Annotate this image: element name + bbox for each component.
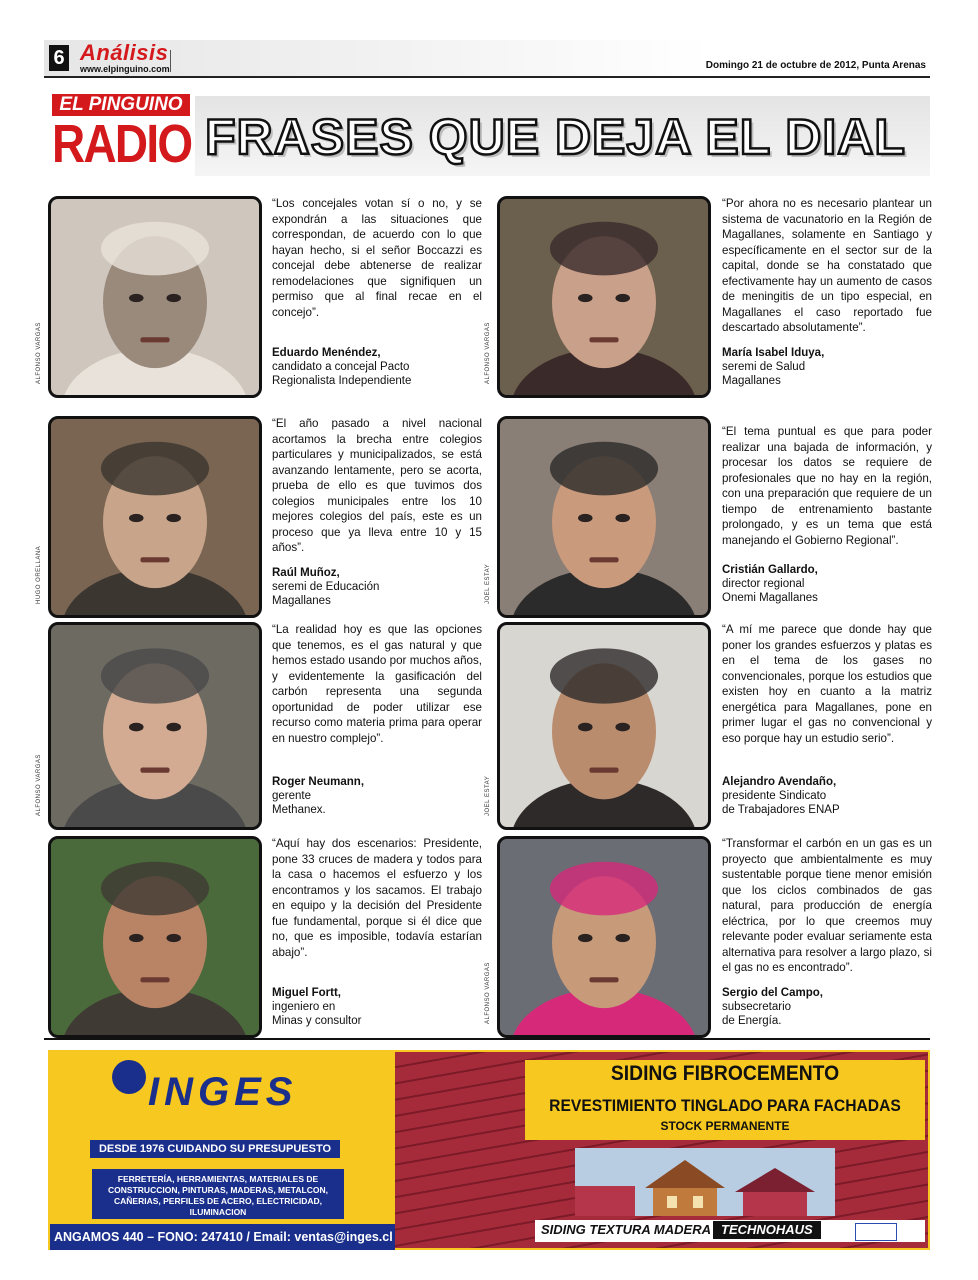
house-photo	[575, 1148, 835, 1216]
inges-panel	[50, 1052, 395, 1222]
quote-text: “A mí me parece que donde hay que poner los grandes esfuerzos y platas es en el tema de los gases no convencionales, porque los estudios que existen hoy en cuanto a la matriz energética para Magallanes, pone en primer lugar el gas no convencional y eso porque hay un estudio serio”.	[722, 623, 932, 745]
inges-contact[interactable]: ANGAMOS 440 – FONO: 247410 / Email: ventas@inges.cl	[50, 1224, 395, 1250]
speaker-role: ingeniero en Minas y consultor	[272, 1001, 362, 1027]
inges-logo-icon	[112, 1060, 146, 1094]
portrait-photo	[497, 196, 711, 398]
advertisement[interactable]	[48, 1050, 930, 1250]
quote-text: “El año pasado a nivel nacional acortamos la brecha entre colegios particulares y municipalizados, se está avanzando lentamente, pero se acorta, prueba de ello es que tuvimos dos colegios municipales entre los 10 mejores colegios del país, este es un proceso que ya lleva entre 10 y 15 años”.	[272, 417, 482, 554]
section-title: Análisis	[80, 40, 169, 65]
speaker-name: Raúl Muñoz,	[272, 567, 340, 579]
speaker-role: director regional Onemi Magallanes	[722, 578, 818, 604]
photo-credit: JOEL ESTAY	[485, 563, 491, 604]
photo-credit: JOEL ESTAY	[485, 775, 491, 816]
siding-stock: STOCK PERMANENTE	[660, 1119, 790, 1133]
photo-credit: HUGO ORELLANA	[36, 545, 42, 604]
portrait-photo	[48, 196, 262, 398]
speaker-name: Roger Neumann,	[272, 776, 365, 788]
speaker-role: gerente Methanex.	[272, 790, 326, 816]
radio-logo-bottom: RADIO	[52, 114, 192, 174]
speaker-name: Sergio del Campo,	[722, 987, 823, 999]
header-bar	[44, 40, 930, 78]
portrait-photo	[48, 622, 262, 830]
speaker-name: Cristián Gallardo,	[722, 564, 818, 576]
siding-footer-left: SIDING TEXTURA MADERA	[541, 1222, 711, 1237]
dateline: Domingo 21 de octubre de 2012, Punta Arenas	[705, 60, 926, 71]
inges-products: FERRETERÍA, HERRAMIENTAS, MATERIALES DE CONSTRUCCION, PINTURAS, MADERAS, METALCON, CAÑERIAS, PERFILES DE ACERO, ELECTRICIDAD, ILUMINACION	[92, 1169, 344, 1219]
ad-divider	[44, 1038, 930, 1040]
siding-subtitle: REVESTIMIENTO TINGLADO PARA FACHADAS	[549, 1096, 901, 1115]
radio-logo-top: EL PINGUINO	[52, 94, 190, 116]
technohaus-logo-icon	[855, 1223, 897, 1241]
website-url[interactable]: www.elpinguino.com	[80, 64, 170, 74]
speaker-role: subsecretario de Energía.	[722, 1001, 792, 1027]
quote-text: “Transformar el carbón en un gas es un proyecto que ambientalmente es muy sustentable porque tiene menor emisión que los ciclos combinados de gas natural, para producción de energía eléctrica, por lo que creemos muy relevante poder evaluar seriamente esta alternativa para resolver a largo plazo, si el gas no es encontrado”.	[722, 837, 932, 974]
quote-text: “Por ahora no es necesario plantear un sistema de vacunatorio en la Región de Magallanes, solamente en Santiago y específicamente en el sector sur de la capital, donde se ha constatado que efectivamente hay un aumento de casos de meningitis de un tipo especial, en Magallanes el caso reportado fue descartado absolutamente”.	[722, 197, 932, 334]
speaker-name: Alejandro Avendaño,	[722, 776, 837, 788]
quote-text: “Los concejales votan sí o no, y se expondrán a las situaciones que correspondan, de acuerdo con lo que hayan hecho, si el señor Boccazzi es concejal debe abtenerse de realizar remodelaciones que signifiquen un permiso que al final recae en el concejo”.	[272, 197, 482, 319]
speaker-name: María Isabel Iduya,	[722, 347, 825, 359]
photo-credit: ALFONSO VARGAS	[36, 754, 42, 816]
siding-footer-brand: TECHNOHAUS	[713, 1221, 821, 1239]
page-headline: FRASES QUE DEJA EL DIAL	[205, 109, 906, 165]
siding-panel	[395, 1052, 928, 1248]
photo-credit: ALFONSO VARGAS	[485, 962, 491, 1024]
portrait-photo	[48, 836, 262, 1038]
inges-slogan: DESDE 1976 CUIDANDO SU PRESUPUESTO	[90, 1140, 340, 1158]
portrait-photo	[497, 622, 711, 830]
siding-title: SIDING FIBROCEMENTO	[610, 1062, 840, 1085]
photo-credit: ALFONSO VARGAS	[36, 322, 42, 384]
quote-text: “La realidad hoy es que las opciones que tenemos, es el gas natural y que hemos estado usando por muchos años, y evidentemente la gasificación del carbón representa una segunda oportunidad de poder utilizar ese recurso como materia prima para operar en nuestro complejo”.	[272, 623, 482, 745]
speaker-name: Miguel Fortt,	[272, 987, 341, 999]
speaker-name: Eduardo Menéndez,	[272, 347, 381, 359]
photo-credit: ALFONSO VARGAS	[485, 322, 491, 384]
quote-text: “Aquí hay dos escenarios: Presidente, pone 33 cruces de madera y todos para la casa o hacemos el esfuerzo y los encontramos y los sacamos. El trabajo en equipo y la decisión del Presidente fue fundamental, porque si él dice que no, que es imposible, todavía estarían abajo”.	[272, 837, 482, 959]
speaker-role: seremi de Salud Magallanes	[722, 361, 806, 387]
speaker-role: presidente Sindicato de Trabajadores ENAP	[722, 790, 840, 816]
page-number: 6	[49, 45, 69, 71]
speaker-role: seremi de Educación Magallanes	[272, 581, 380, 607]
quote-text: “El tema puntual es que para poder realizar una bajada de información, y procesar los datos se requiere de profesionales que no hay en la región, con una preparación que requiere de un tiempo de entrenamiento bastante prolongado, y es un tema que está manejando el Gobierno Regional”.	[722, 425, 932, 547]
portrait-photo	[48, 416, 262, 618]
speaker-role: candidato a concejal Pacto Regionalista Independiente	[272, 361, 412, 387]
portrait-photo	[497, 836, 711, 1038]
portrait-photo	[497, 416, 711, 618]
inges-logo-text: INGES	[148, 1070, 298, 1114]
divider	[170, 50, 171, 72]
